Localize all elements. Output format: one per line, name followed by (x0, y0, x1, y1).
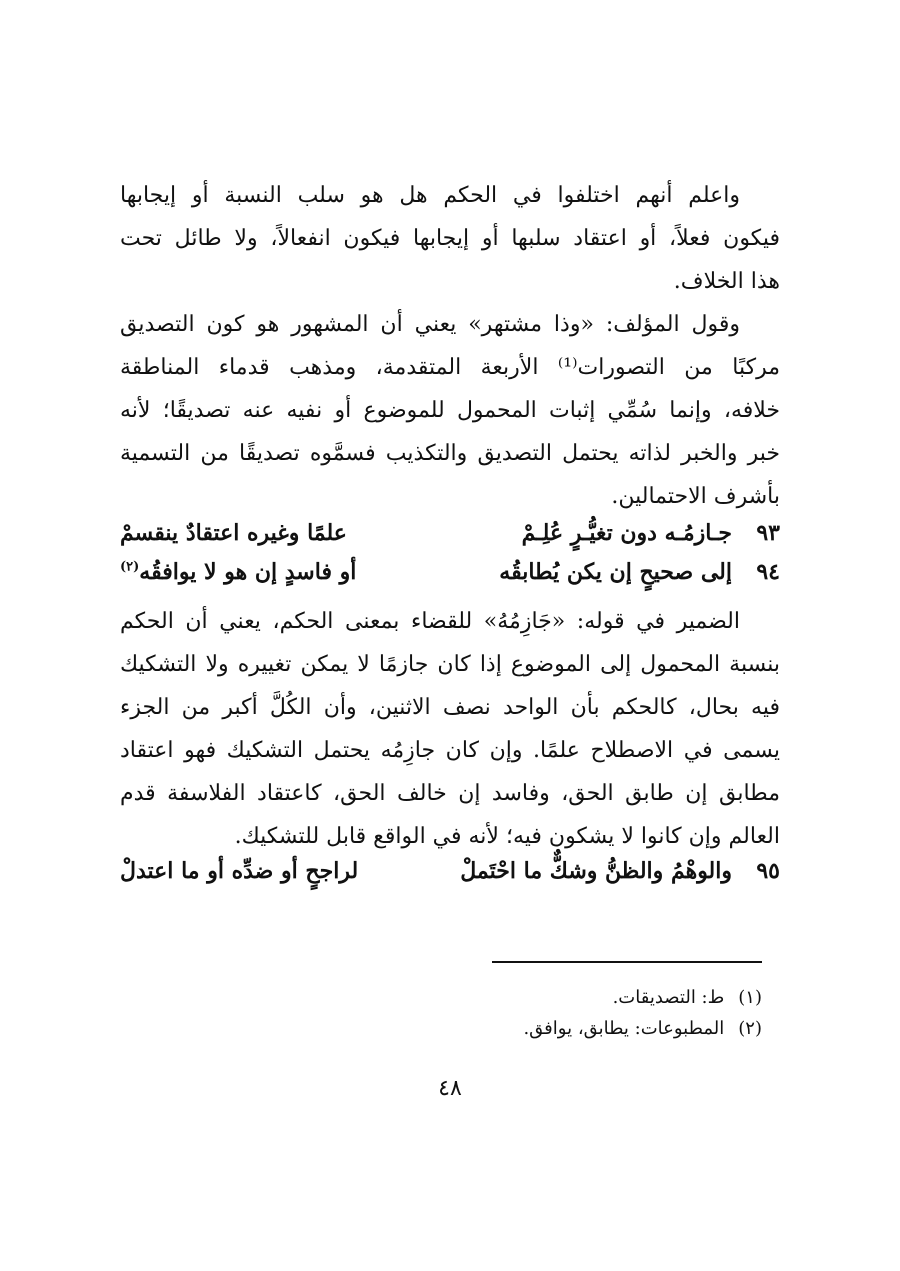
verse-first-hemistich: جـازمُـه دون تغيُّـرٍ عُلِـمْ (521, 520, 732, 546)
text-line: خبر والخبر لذاته يحتمل التصديق والتكذيب فسمَّوه تصديقًا من التسمية (120, 441, 780, 466)
text-line: مركبًا من التصورات⁽¹⁾ الأربعة المتقدمة، ومذهب قدماء المناطقة (120, 355, 780, 380)
text-line: بنسبة المحمول إلى الموضوع إذا كان جازمًا لا يمكن تغييره ولا التشكيك (120, 652, 780, 677)
text-line: هذا الخلاف. (673, 269, 780, 294)
text-line: بأشرف الاحتمالين. (611, 484, 780, 509)
text-line: يسمى في الاصطلاح علمًا. وإن كان جازِمُه يحتمل التشكيك فهو اعتقاد (120, 738, 780, 763)
footnote-separator (492, 961, 762, 963)
verse-second-hemistich: علمًا وغيره اعتقادٌ ينقسمْ (120, 520, 347, 546)
text-line: فيكون فعلاً، أو اعتقاد سلبها أو إيجابها فيكون انفعالاً، ولا طائل تحت (120, 226, 780, 251)
paragraph-2 (120, 303, 780, 518)
verse-second-hemistich (120, 552, 356, 592)
page-number: ٤٨ (438, 1076, 462, 1101)
verse-second-hemistich: لراجحٍ أو ضدِّه أو ما اعتدلْ (120, 858, 359, 884)
footnote-number: (١) (738, 987, 762, 1008)
verse-number: ٩٤ (756, 559, 780, 585)
text-line: العالم وإن كانوا لا يشكون فيه؛ لأنه في الواقع قابل للتشكيك. (234, 824, 780, 849)
hemistich-text: أو فاسدٍ إن هو لا يوافقُه (139, 559, 357, 585)
verse-94 (120, 552, 780, 592)
footnote-number: (٢) (738, 1018, 762, 1039)
footnote-text: ط: التصديقات. (612, 987, 725, 1008)
text-line: فيه بحال، كالحكم بأن الواحد نصف الاثنين، وأن الكُلَّ أكبر من الجزء (120, 695, 780, 720)
footnote-1 (613, 984, 762, 1012)
text-line: خلافه، وإنما سُمِّي إثبات المحمول للموضوع أو نفيه عنه تصديقًا؛ لأنه (120, 398, 780, 423)
text-line: واعلم أنهم اختلفوا في الحكم هل هو سلب النسبة أو إيجابها (120, 183, 740, 208)
footnote-reference: (٢) (120, 559, 140, 575)
footnote-2 (523, 1015, 762, 1043)
text-line: وقول المؤلف: «وذا مشتهر» يعني أن المشهور هو كون التصديق (120, 312, 741, 337)
verse-first-hemistich: إلى صحيحٍ إن يكن يُطابقُه (499, 559, 732, 585)
text-line: مطابق إن طابق الحق، وفاسد إن خالف الحق، كاعتقاد الفلاسفة قدم (120, 781, 780, 806)
paragraph-1 (120, 174, 780, 303)
verse-number: ٩٣ (756, 520, 780, 546)
verse-93 (120, 513, 780, 553)
verse-number: ٩٥ (756, 858, 780, 884)
footnote-text: المطبوعات: يطابق، يوافق. (523, 1018, 725, 1039)
text-line: الضمير في قوله: «جَازِمُهُ» للقضاء بمعنى الحكم، يعني أن الحكم (120, 609, 740, 634)
verse-95 (120, 851, 780, 891)
verse-first-hemistich: والوهْمُ والظنُّ وشكٌّ ما احْتَملْ (460, 858, 732, 884)
paragraph-3 (120, 600, 780, 858)
